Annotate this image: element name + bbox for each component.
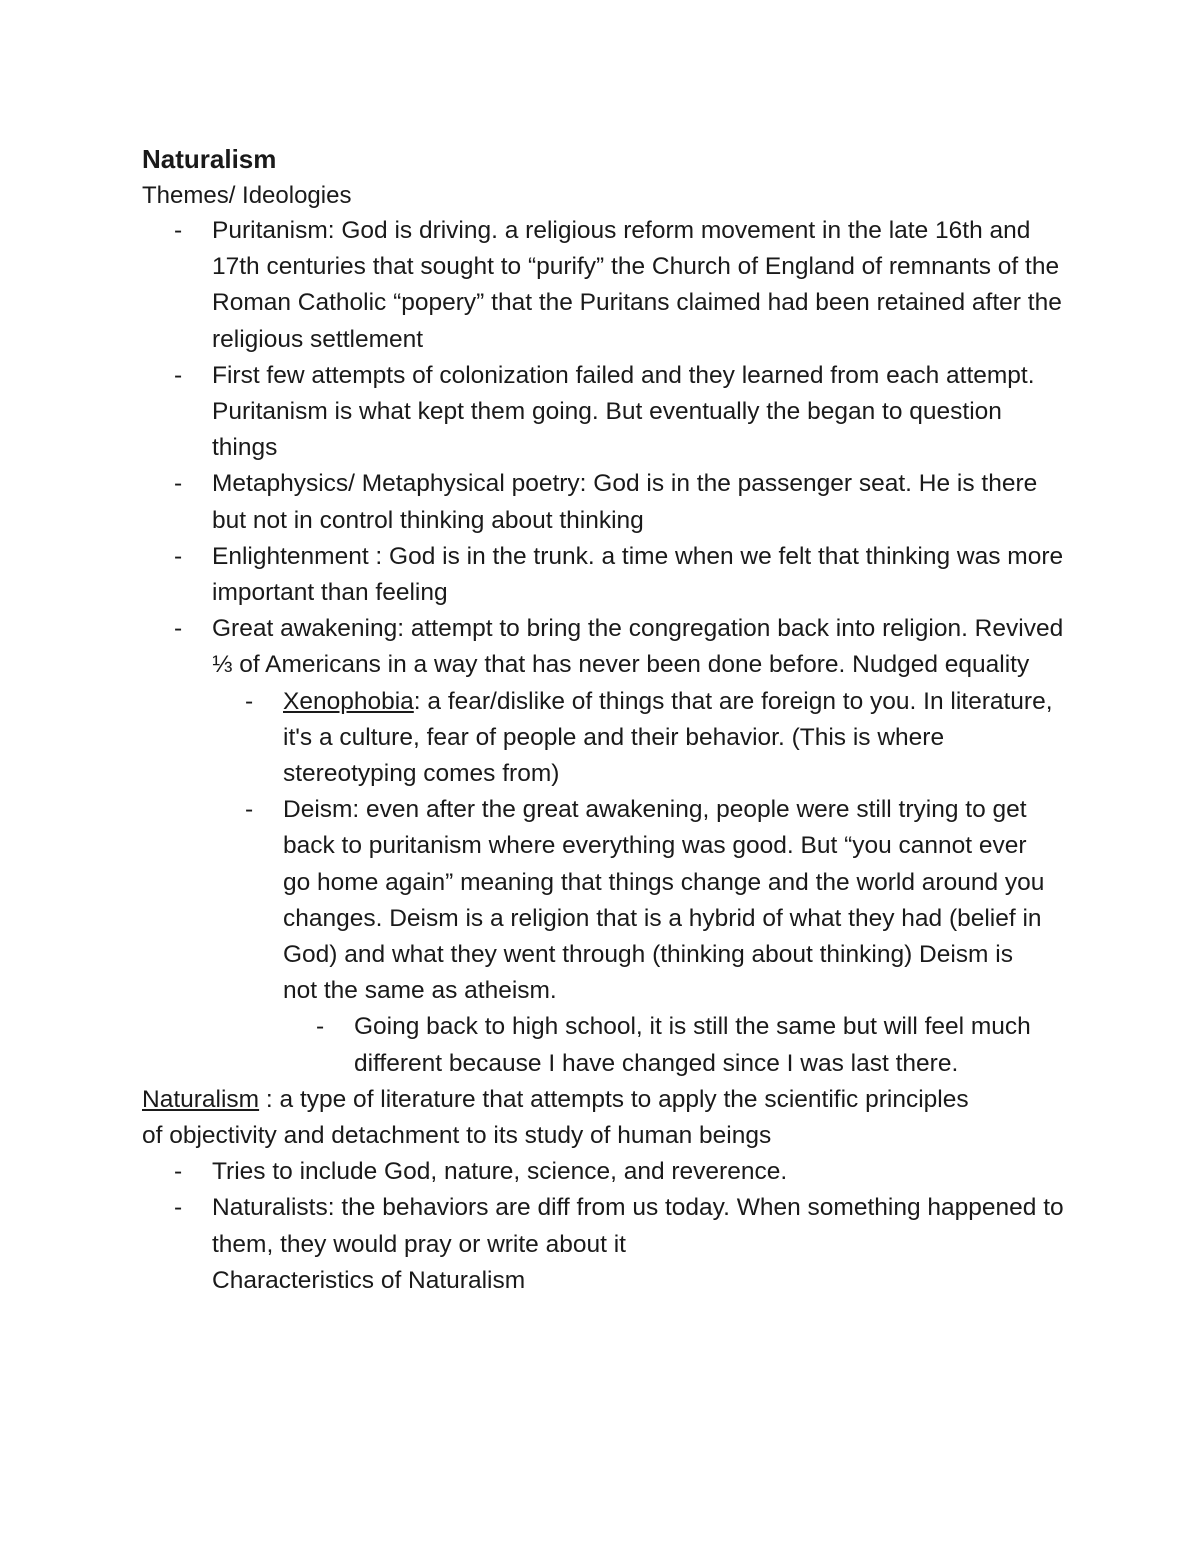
xenophobia-term: Xenophobia <box>283 687 414 715</box>
xenophobia-text: : a fear/dislike of things that are foreign to you. In literature, it's a culture, fear of people and their behavior. (This is where stereotyping comes from) <box>283 687 1053 788</box>
bullet-dash: - <box>316 1013 325 1041</box>
list-item <box>0 358 1072 467</box>
bullet-dash: - <box>174 470 183 498</box>
bullet-dash: - <box>174 361 183 389</box>
deism-example-list <box>0 1009 1200 1081</box>
list-item <box>0 213 1072 358</box>
bullet-dash: - <box>174 217 183 244</box>
list-item-text: Enlightenment : God is in the trunk. a time when we felt that thinking was more important than feeling <box>212 542 1064 607</box>
sub-themes-list <box>0 684 1200 1010</box>
list-item <box>0 611 1072 683</box>
bullet-dash: - <box>174 615 183 643</box>
document-body <box>0 213 1200 1299</box>
bullet-dash: - <box>245 796 254 824</box>
themes-list <box>0 213 1200 684</box>
bullet-dash: - <box>174 542 183 570</box>
page-title: Naturalism <box>142 144 277 174</box>
naturalism-definition-text: : a type of literature that attempts to apply the scientific principles of objectivity and detachment to its study of human beings <box>142 1085 969 1150</box>
list-item <box>0 1009 1054 1081</box>
naturalism-definition <box>0 1082 992 1154</box>
list-item <box>0 684 1053 793</box>
list-item <box>0 1190 1072 1262</box>
list-item-text: Tries to include God, nature, science, and reverence. <box>212 1158 788 1186</box>
section-subtitle: Themes/ Ideologies <box>142 182 352 209</box>
list-item-text: First few attempts of colonization failed and they learned from each attempt. Puritanism is what kept them going. But eventually the began to question things <box>212 361 1035 462</box>
bullet-dash: - <box>174 1194 183 1222</box>
list-item <box>0 792 1053 1009</box>
list-item-text: Puritanism: God is driving. a religious reform movement in the late 16th and 17th centuries that sought to “purify” the Church of England of remnants of the Roman Catholic “popery” that the Puritans claimed had been retained after the religious settlement <box>212 217 1062 353</box>
list-item-text: Great awakening: attempt to bring the congregation back into religion. Revived ⅓ of Americans in a way that has never been done before. Nudged equality <box>212 615 1064 679</box>
bullet-dash: - <box>245 687 254 715</box>
bullet-dash: - <box>174 1158 183 1186</box>
deism-example-text: Going back to high school, it is still the same but will feel much different because I have changed since I was last there. <box>354 1013 1031 1077</box>
list-item-text: Naturalists: the behaviors are diff from us today. When something happened to them, they would pray or write about it <box>212 1194 1064 1258</box>
list-item-text: Metaphysics/ Metaphysical poetry: God is in the passenger seat. He is there but not in control thinking about thinking <box>212 470 1038 534</box>
list-item <box>0 1154 1072 1190</box>
characteristics-heading: Characteristics of Naturalism <box>212 1266 526 1294</box>
list-item <box>0 539 1072 611</box>
naturalism-points-list <box>0 1154 1200 1263</box>
deism-text: Deism: even after the great awakening, people were still trying to get back to puritanism where everything was good. But “you cannot ever go home again” meaning that things change and the world around you changes. Deism is a religion that is a hybrid of what they had (belief in God) and what they went through (thinking about thinking) Deism is not the same as atheism. <box>283 796 1045 1005</box>
list-item <box>0 466 1072 538</box>
naturalism-term: Naturalism <box>142 1085 260 1113</box>
